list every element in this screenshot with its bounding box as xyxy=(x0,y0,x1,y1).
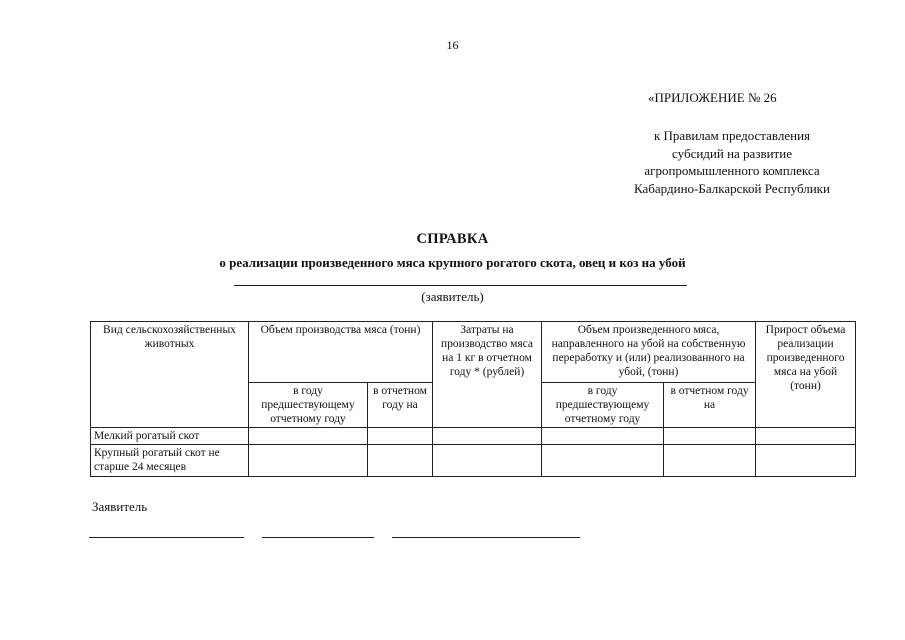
table-cell[interactable] xyxy=(542,445,664,477)
table-cell[interactable] xyxy=(433,445,542,477)
header-growth: Прирост объема реализации произведенного мяса на убой (тонн) xyxy=(756,322,856,428)
applicant-caption: (заявитель) xyxy=(421,289,484,304)
appendix-line: субсидий на развитие xyxy=(672,145,792,161)
signature-line-signature[interactable] xyxy=(262,537,374,538)
row-label: Крупный рогатый скот не старше 24 месяцев xyxy=(91,445,249,477)
table-cell[interactable] xyxy=(368,428,433,445)
appendix-title: «ПРИЛОЖЕНИЕ № 26 xyxy=(648,90,777,105)
table-cell[interactable] xyxy=(368,445,433,477)
applicant-field-line[interactable] xyxy=(234,285,687,286)
page-number: 16 xyxy=(446,38,459,52)
signer-label: Заявитель xyxy=(92,499,148,514)
signature-line-name[interactable] xyxy=(392,537,580,538)
appendix-line: к Правилам предоставления xyxy=(653,128,811,143)
subheader-report-year-processed: в отчетном году на xyxy=(664,383,756,428)
row-label: Мелкий рогатый скот xyxy=(91,428,249,445)
appendix-line: агропромышленного комплекса xyxy=(644,163,820,178)
subheader-prev-year: в году предшествующему отчетному году xyxy=(249,383,368,428)
table-cell[interactable] xyxy=(249,445,368,477)
report-table xyxy=(90,321,856,477)
header-processed-volume: Объем произведенного мяса, направленного на убой на собственную переработку и (или) реализованного на убой, (тонн) xyxy=(542,322,756,383)
table-cell[interactable] xyxy=(542,428,664,445)
table-cell[interactable] xyxy=(664,445,756,477)
document-subtitle: о реализации произведенного мяса крупного рогатого скота, овец и коз на убой xyxy=(219,255,686,270)
header-production-volume: Объем производства мяса (тонн) xyxy=(249,322,433,383)
table-cell[interactable] xyxy=(664,428,756,445)
table-cell[interactable] xyxy=(249,428,368,445)
header-animal-type: Вид сельскохозяйственных животных xyxy=(91,322,249,428)
signature-line-position[interactable] xyxy=(89,537,244,538)
table-cell[interactable] xyxy=(756,445,856,477)
document-title: СПРАВКА xyxy=(416,231,489,247)
table-cell[interactable] xyxy=(433,428,542,445)
appendix-reference xyxy=(598,127,866,197)
appendix-line: Кабардино-Балкарской Республики xyxy=(634,180,830,196)
subheader-report-year: в отчетном году на xyxy=(368,383,433,428)
header-costs: Затраты на производство мяса на 1 кг в отчетном году * (рублей) xyxy=(433,322,542,428)
table-header-row xyxy=(91,322,856,383)
subheader-prev-year-processed: в году предшествующему отчетному году xyxy=(542,383,664,428)
table-cell[interactable] xyxy=(756,428,856,445)
table-row xyxy=(91,428,856,445)
table-row xyxy=(91,445,856,477)
